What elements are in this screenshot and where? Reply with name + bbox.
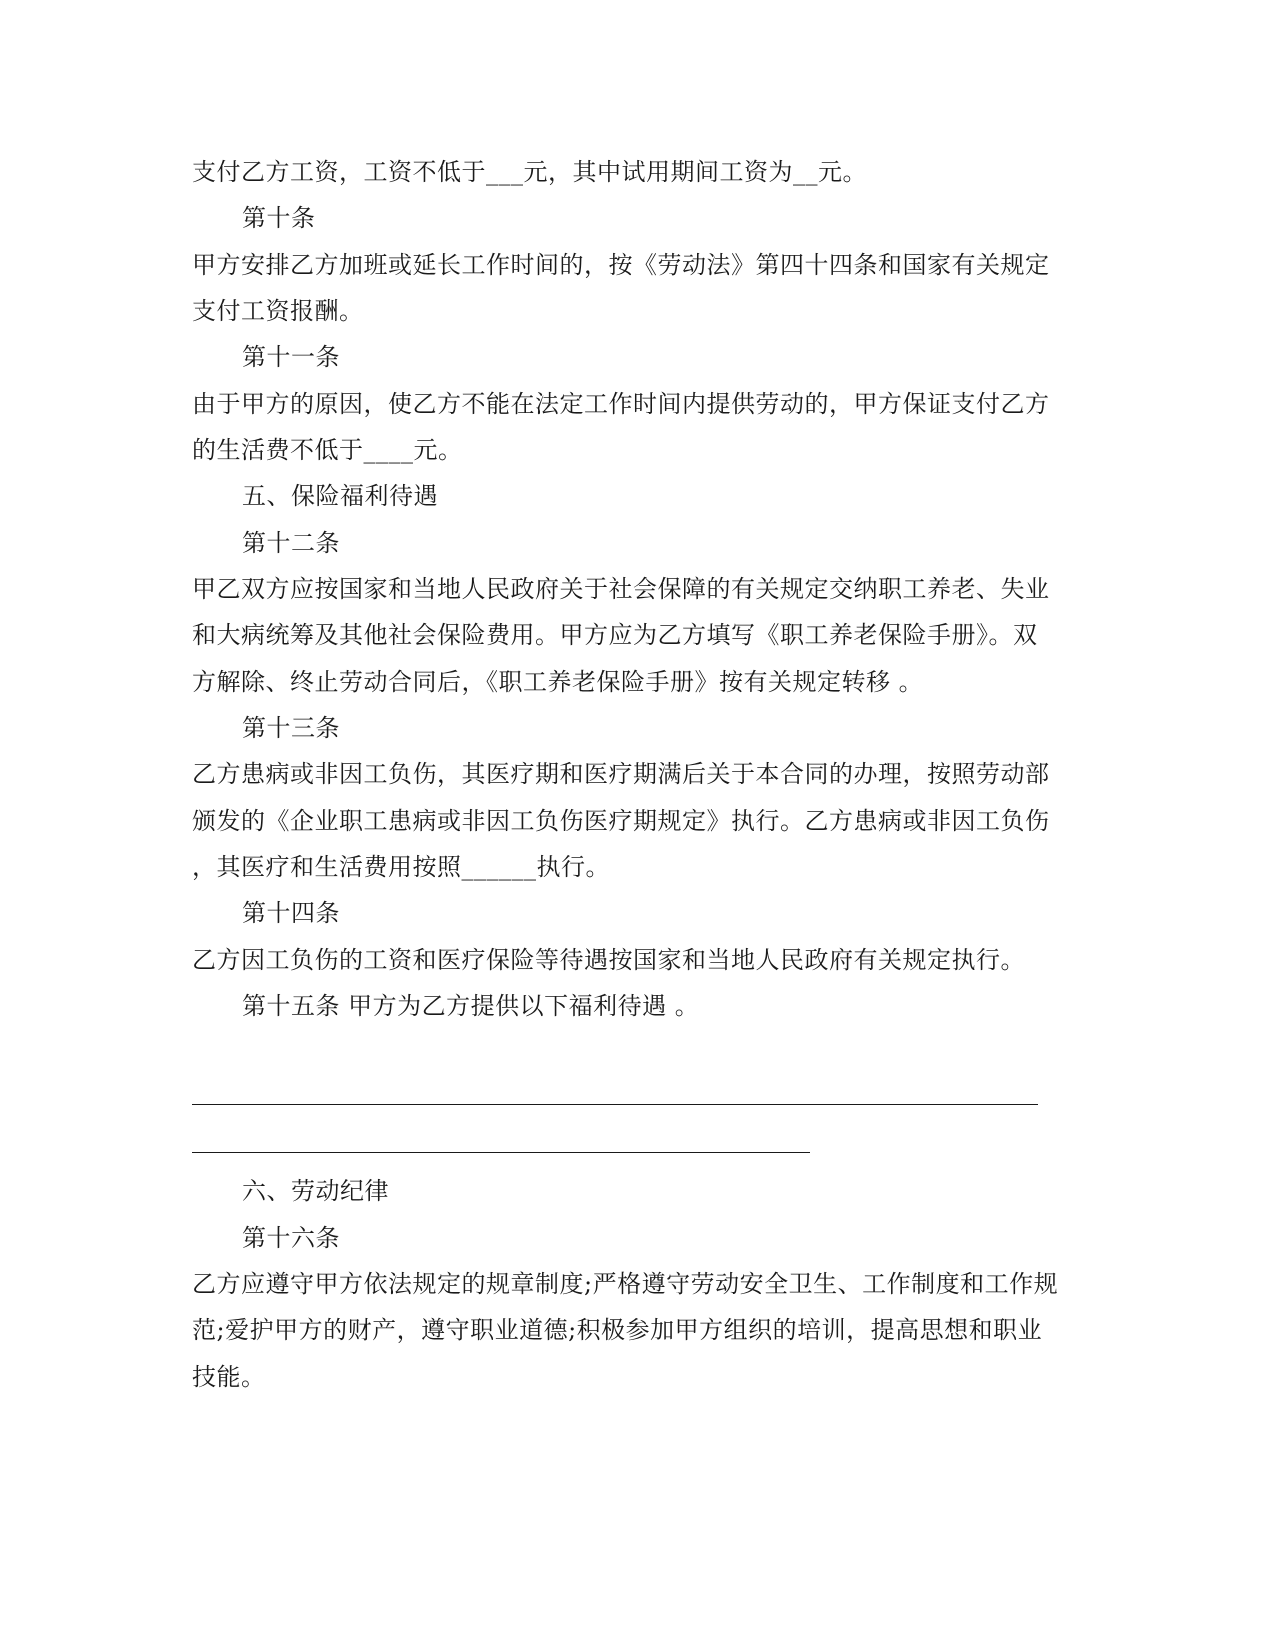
article-heading: 第十五条 甲方为乙方提供以下福利待遇 。 bbox=[242, 992, 700, 1020]
paragraph-line: 乙方患病或非因工负伤，其医疗期和医疗期满后关于本合同的办理，按照劳动部 bbox=[192, 760, 1050, 788]
paragraph-line: 甲乙双方应按国家和当地人民政府关于社会保障的有关规定交纳职工养老、失业 bbox=[192, 575, 1050, 603]
paragraph-line: 由于甲方的原因，使乙方不能在法定工作时间内提供劳动的，甲方保证支付乙方 bbox=[192, 390, 1050, 418]
paragraph-line: 支付乙方工资，工资不低于___元，其中试用期间工资为__元。 bbox=[192, 158, 867, 186]
fill-in-blank-line bbox=[192, 1104, 1038, 1105]
paragraph-line: ，其医疗和生活费用按照______执行。 bbox=[192, 853, 610, 881]
section-heading: 五、保险福利待遇 bbox=[242, 482, 438, 510]
paragraph-line: 的生活费不低于____元。 bbox=[192, 436, 463, 464]
article-heading: 第十四条 bbox=[242, 899, 340, 927]
section-heading: 六、劳动纪律 bbox=[242, 1177, 389, 1205]
paragraph-line: 乙方应遵守甲方依法规定的规章制度;严格遵守劳动安全卫生、工作制度和工作规 bbox=[192, 1270, 1059, 1298]
article-heading: 第十一条 bbox=[242, 343, 340, 371]
paragraph-line: 和大病统筹及其他社会保险费用。甲方应为乙方填写《职工养老保险手册》。双 bbox=[192, 621, 1038, 649]
article-heading: 第十六条 bbox=[242, 1224, 340, 1252]
paragraph-line: 范;爱护甲方的财产，遵守职业道德;积极参加甲方组织的培训，提高思想和职业 bbox=[192, 1316, 1043, 1344]
paragraph-line: 乙方因工负伤的工资和医疗保险等待遇按国家和当地人民政府有关规定执行。 bbox=[192, 946, 1025, 974]
article-heading: 第十三条 bbox=[242, 714, 340, 742]
fill-in-blank-line bbox=[192, 1152, 810, 1153]
article-heading: 第十条 bbox=[242, 204, 316, 232]
article-heading: 第十二条 bbox=[242, 529, 340, 557]
paragraph-line: 颁发的《企业职工患病或非因工负伤医疗期规定》执行。乙方患病或非因工负伤 bbox=[192, 807, 1050, 835]
paragraph-line: 支付工资报酬。 bbox=[192, 297, 364, 325]
paragraph-line: 技能。 bbox=[192, 1363, 266, 1391]
paragraph-line: 甲方安排乙方加班或延长工作时间的，按《劳动法》第四十四条和国家有关规定 bbox=[192, 251, 1050, 279]
paragraph-line: 方解除、终止劳动合同后，《职工养老保险手册》按有关规定转移 。 bbox=[192, 668, 924, 696]
